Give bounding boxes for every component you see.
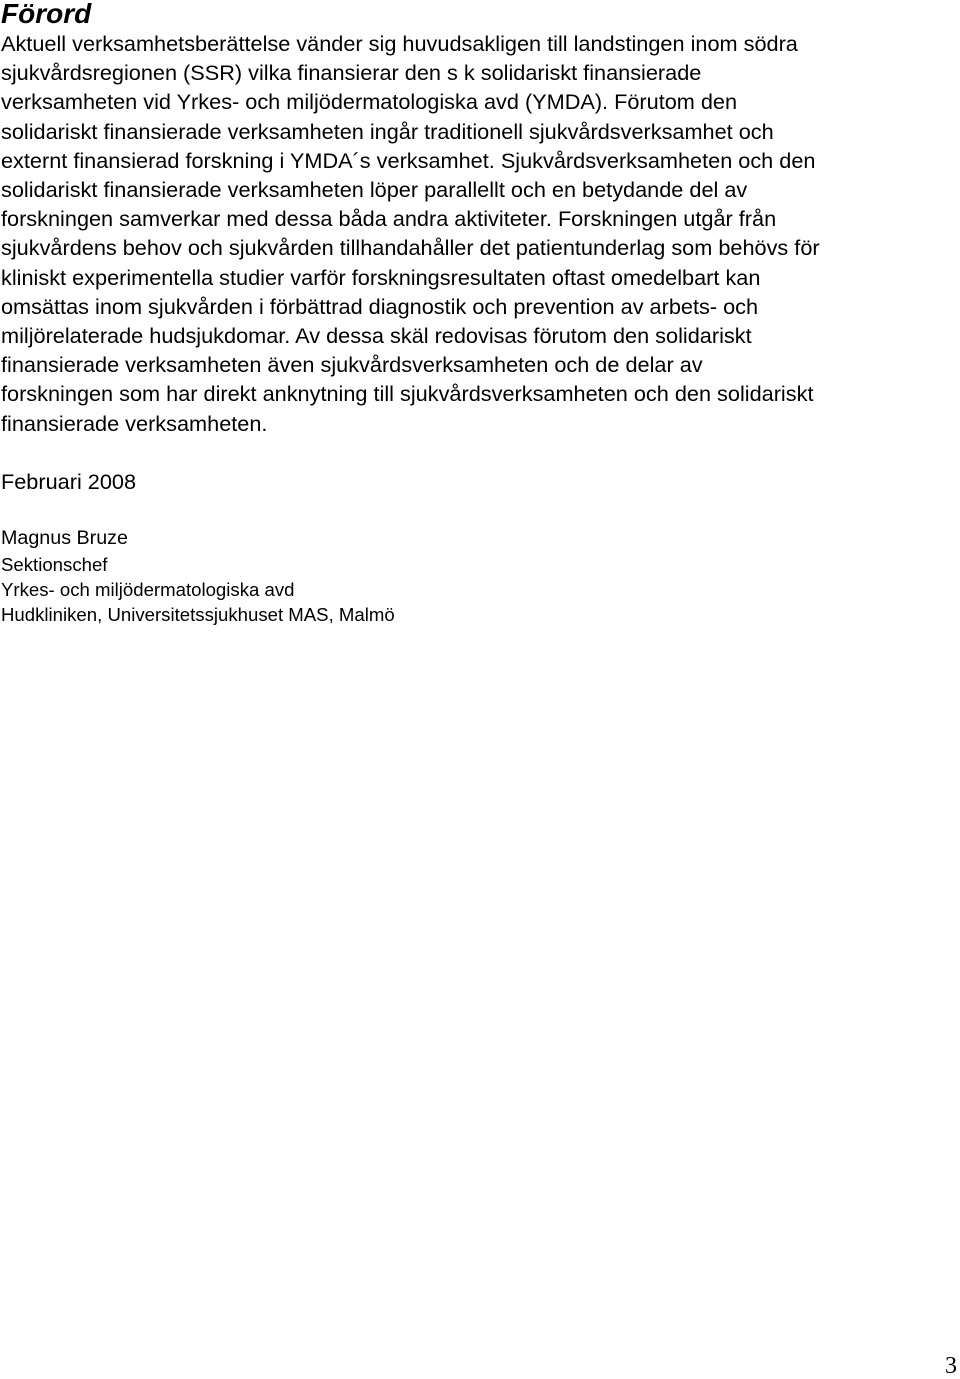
paragraph-line: miljörelaterade hudsjukdomar. Av dessa skäl redovisas förutom den solidariskt — [1, 323, 752, 349]
preface-paragraph — [1, 29, 959, 438]
paragraph-line: forskningen som har direkt anknytning till sjukvårdsverksamheten och den solidariskt — [1, 381, 814, 407]
signer-department: Yrkes- och miljödermatologiska avd — [1, 579, 295, 600]
paragraph-line: Aktuell verksamhetsberättelse vänder sig huvudsakligen till landstingen inom södra — [1, 31, 798, 56]
paragraph-line: sjukvårdens behov och sjukvården tillhandahåller det patientunderlag som behövs för — [1, 235, 820, 261]
page-number: 3 — [945, 1353, 957, 1379]
paragraph-line: omsättas inom sjukvården i förbättrad diagnostik och prevention av arbets- och — [1, 293, 759, 319]
paragraph-line: externt finansierad forskning i YMDA´s verksamhet. Sjukvårdsverksamheten och den — [1, 147, 816, 173]
paragraph-line: solidariskt finansierade verksamheten ingår traditionell sjukvårdsverksamhet och — [1, 118, 774, 144]
paragraph-line: verksamheten vid Yrkes- och miljödermatologiska avd (YMDA). Förutom den — [1, 89, 738, 115]
paragraph-line: forskningen samverkar med dessa båda andra aktiviteter. Forskningen utgår från — [1, 206, 777, 232]
signer-title: Sektionschef — [1, 554, 108, 575]
signer-name: Magnus Bruze — [1, 527, 128, 549]
paragraph-line: sjukvårdsregionen (SSR) vilka finansierar den s k solidariskt finansierade — [1, 60, 702, 86]
section-title: Förord — [1, 0, 92, 29]
document-date: Februari 2008 — [1, 469, 137, 494]
paragraph-line: solidariskt finansierade verksamheten löper parallellt och en betydande del av — [1, 177, 748, 203]
paragraph-line: finansierade verksamheten även sjukvårdsverksamheten och de delar av — [1, 352, 703, 378]
paragraph-line: finansierade verksamheten. — [1, 410, 268, 436]
paragraph-line: kliniskt experimentella studier varför forskningsresultaten oftast omedelbart kan — [1, 264, 761, 290]
signer-organization: Hudkliniken, Universitetssjukhuset MAS, Malmö — [1, 604, 395, 625]
